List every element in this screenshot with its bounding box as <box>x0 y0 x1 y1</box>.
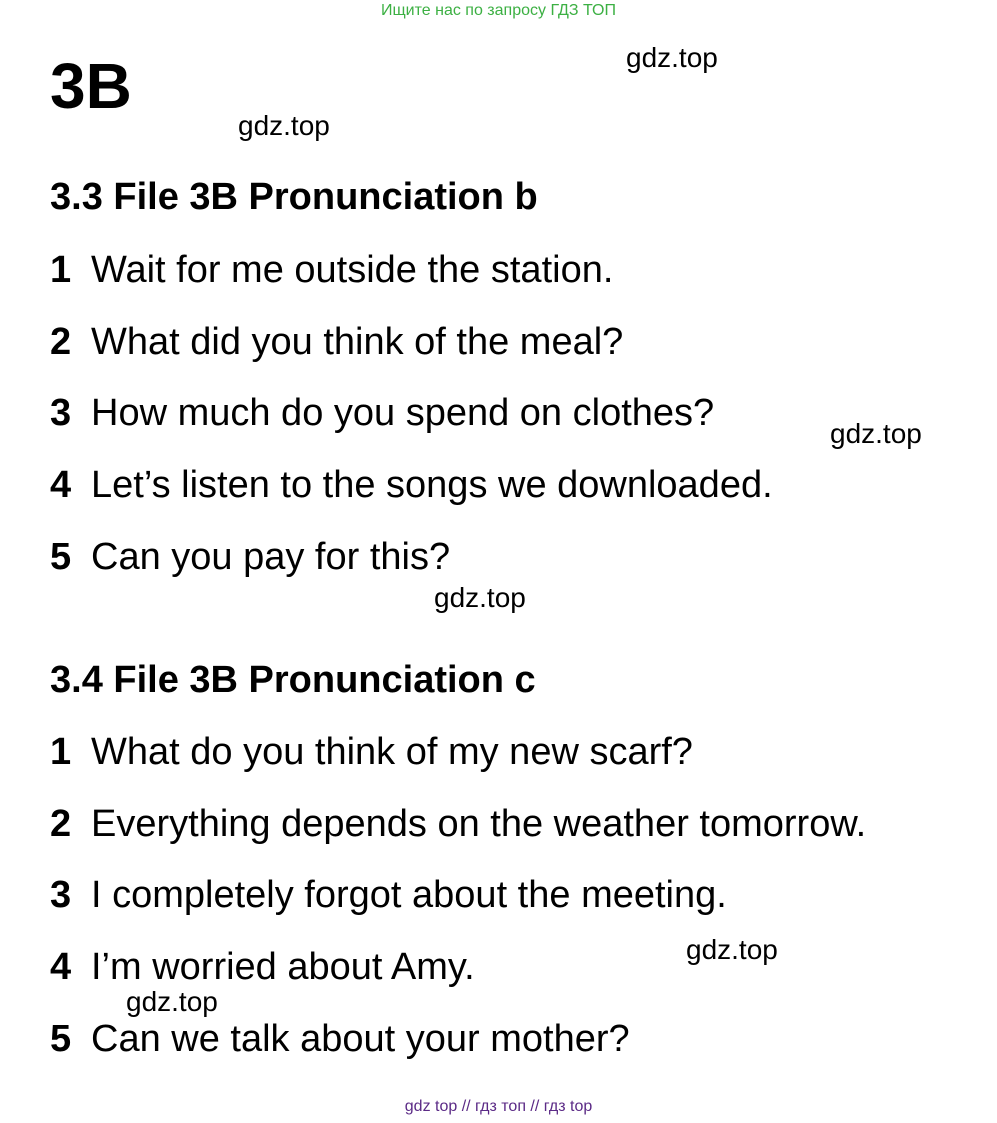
list-item <box>50 391 714 435</box>
watermark: gdz.top <box>126 986 218 1017</box>
item-text: Let’s listen to the songs we downloaded. <box>91 464 773 506</box>
item-number: 4 <box>50 464 72 506</box>
footer-links[interactable]: gdz top // гдз топ // гдз top <box>404 1098 593 1115</box>
item-number: 3 <box>50 874 72 916</box>
item-number: 2 <box>50 321 72 363</box>
item-text: I completely forgot about the meeting. <box>91 874 727 916</box>
list-item <box>50 320 623 364</box>
item-number: 5 <box>50 1018 72 1060</box>
list-item <box>50 463 773 507</box>
list-item <box>50 535 450 579</box>
item-text: What do you think of my new scarf? <box>91 731 693 773</box>
watermark: gdz.top <box>238 110 330 141</box>
watermark: gdz.top <box>626 42 718 73</box>
top-banner-link[interactable]: Ищите нас по запросу ГДЗ ТОП <box>381 2 616 19</box>
list-item <box>50 730 693 774</box>
item-text: Wait for me outside the station. <box>91 249 614 291</box>
item-text: What did you think of the meal? <box>91 321 624 363</box>
item-text: Everything depends on the weather tomorrow. <box>91 803 867 845</box>
item-number: 1 <box>50 249 72 291</box>
item-number: 1 <box>50 731 72 773</box>
item-text: How much do you spend on clothes? <box>91 392 715 434</box>
list-item <box>50 945 475 989</box>
list-item <box>50 248 613 292</box>
section-heading: 3.3 File 3B Pronunciation b <box>50 176 538 218</box>
section-heading: 3.4 File 3B Pronunciation c <box>50 659 536 701</box>
list-item <box>50 802 866 846</box>
watermark: gdz.top <box>830 418 922 449</box>
item-text: Can you pay for this? <box>91 536 451 578</box>
unit-title: 3B <box>50 50 132 122</box>
list-item <box>50 1017 630 1061</box>
watermark: gdz.top <box>686 934 778 965</box>
item-text: I’m worried about Amy. <box>91 946 475 988</box>
item-text: Can we talk about your mother? <box>91 1018 630 1060</box>
item-number: 4 <box>50 946 72 988</box>
item-number: 2 <box>50 803 72 845</box>
item-number: 5 <box>50 536 72 578</box>
watermark: gdz.top <box>434 582 526 613</box>
item-number: 3 <box>50 392 72 434</box>
list-item <box>50 873 727 917</box>
